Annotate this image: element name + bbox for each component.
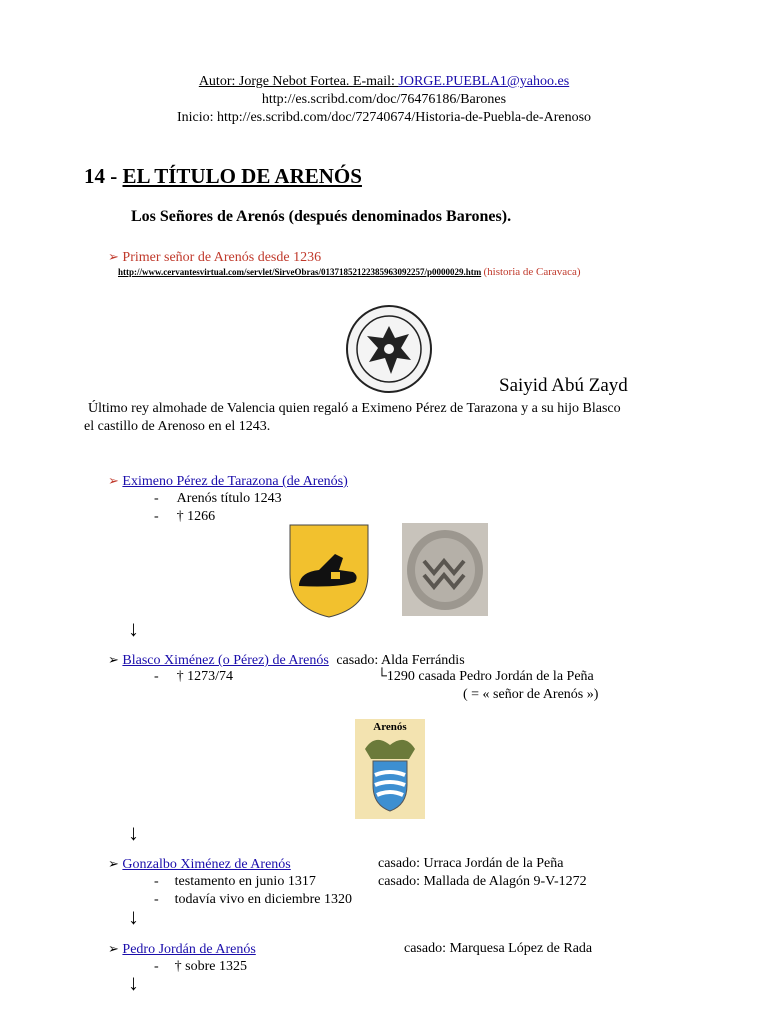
pedro-item (108, 940, 256, 959)
down-arrow-icon: ↓ (128, 904, 139, 929)
saiyid-text-2: el castillo de Arenoso en el 1243. (84, 419, 271, 434)
title-text: EL TÍTULO DE ARENÓS (122, 164, 362, 188)
caravaca-note: (historia de Caravaca) (483, 266, 581, 278)
blasco-casada: └1290 casada Pedro Jordán de la Peña (377, 669, 594, 684)
primer-label: Primer señor de Arenós desde 1236 (122, 250, 322, 265)
eximeno-item (108, 472, 348, 491)
pedro-casado: casado: Marquesa López de Rada (404, 941, 593, 956)
dash: - (154, 959, 159, 974)
pedro-detail-1 (154, 958, 247, 976)
author-text: Autor: Jorge Nebot Fortea. E-mail: (198, 74, 399, 89)
gonzalbo-vivo: todavía vivo en diciembre 1320 (174, 892, 352, 907)
down-arrow-icon: ↓ (128, 820, 139, 845)
dash: - (154, 491, 159, 506)
bullet-icon: ➢ (108, 941, 119, 956)
cervantes-link[interactable]: http://www.cervantesvirtual.com/servlet/SirveObras/01371852122385963092257/p0000029.htm (118, 267, 482, 277)
eximeno-link[interactable]: Eximeno Pérez de Tarazona (de Arenós) (122, 474, 348, 489)
blasco-detail-1 (154, 668, 233, 686)
eximeno-titulo: Arenós título 1243 (176, 491, 282, 506)
page-title (84, 164, 362, 189)
eximeno-death: † 1266 (176, 509, 216, 524)
saiyid-text-1: Último rey almohade de Valencia quien regaló a Eximeno Pérez de Tarazona y a su hijo Blasco (88, 401, 621, 416)
url-line: http://es.scribd.com/doc/76476186/Barones (261, 92, 507, 107)
pedro-link[interactable]: Pedro Jordán de Arenós (122, 942, 256, 957)
arenos-coat-image (355, 719, 425, 819)
gonzalbo-detail-2 (154, 891, 352, 909)
gonzalbo-casado-1: casado: Urraca Jordán de la Peña (378, 856, 564, 871)
bullet-icon: ➢ (108, 856, 119, 871)
arenos-label: Arenós (373, 721, 407, 733)
blasco-death: † 1273/74 (176, 669, 234, 684)
dash: - (154, 509, 159, 524)
eximeno-detail-1 (154, 490, 282, 508)
down-arrow-icon: ↓ (128, 616, 139, 641)
dash: - (154, 892, 159, 907)
blasco-senor: ( = « señor de Arenós ») (463, 687, 599, 702)
seal-photo-image (402, 523, 488, 616)
inicio-line: Inicio: http://es.scribd.com/doc/72740674/Historia-de-Puebla-de-Arenoso (176, 110, 592, 125)
dash: - (154, 669, 159, 684)
primer-item (108, 248, 321, 267)
bullet-icon: ➢ (108, 473, 119, 488)
down-arrow-icon: ↓ (128, 970, 139, 995)
author-line (0, 73, 768, 91)
seal-image (345, 304, 433, 394)
pedro-death: † sobre 1325 (174, 959, 247, 974)
dash: - (154, 874, 159, 889)
gonzalbo-casado-2: casado: Mallada de Alagón 9-V-1272 (378, 874, 587, 889)
gonzalbo-item (108, 855, 291, 874)
email-link[interactable]: JORGE.PUEBLA1@yahoo.es (398, 74, 570, 89)
blasco-casado: casado: Alda Ferrándis (336, 653, 465, 668)
gonzalbo-detail-1 (154, 873, 316, 891)
gonzalbo-testamento: testamento en junio 1317 (174, 874, 316, 889)
blasco-link[interactable]: Blasco Ximénez (o Pérez) de Arenós (122, 653, 329, 668)
title-number: 14 - (84, 164, 123, 188)
bullet-icon: ➢ (108, 652, 119, 667)
eximeno-detail-2 (154, 508, 215, 526)
shoe-shield-image (289, 524, 369, 618)
bullet-icon: ➢ (108, 249, 119, 264)
gonzalbo-link[interactable]: Gonzalbo Ximénez de Arenós (122, 857, 291, 872)
subtitle: Los Señores de Arenós (después denominados Barones). (131, 208, 512, 225)
saiyid-name: Saiyid Abú Zayd (499, 375, 628, 396)
primer-link-line (118, 266, 581, 278)
